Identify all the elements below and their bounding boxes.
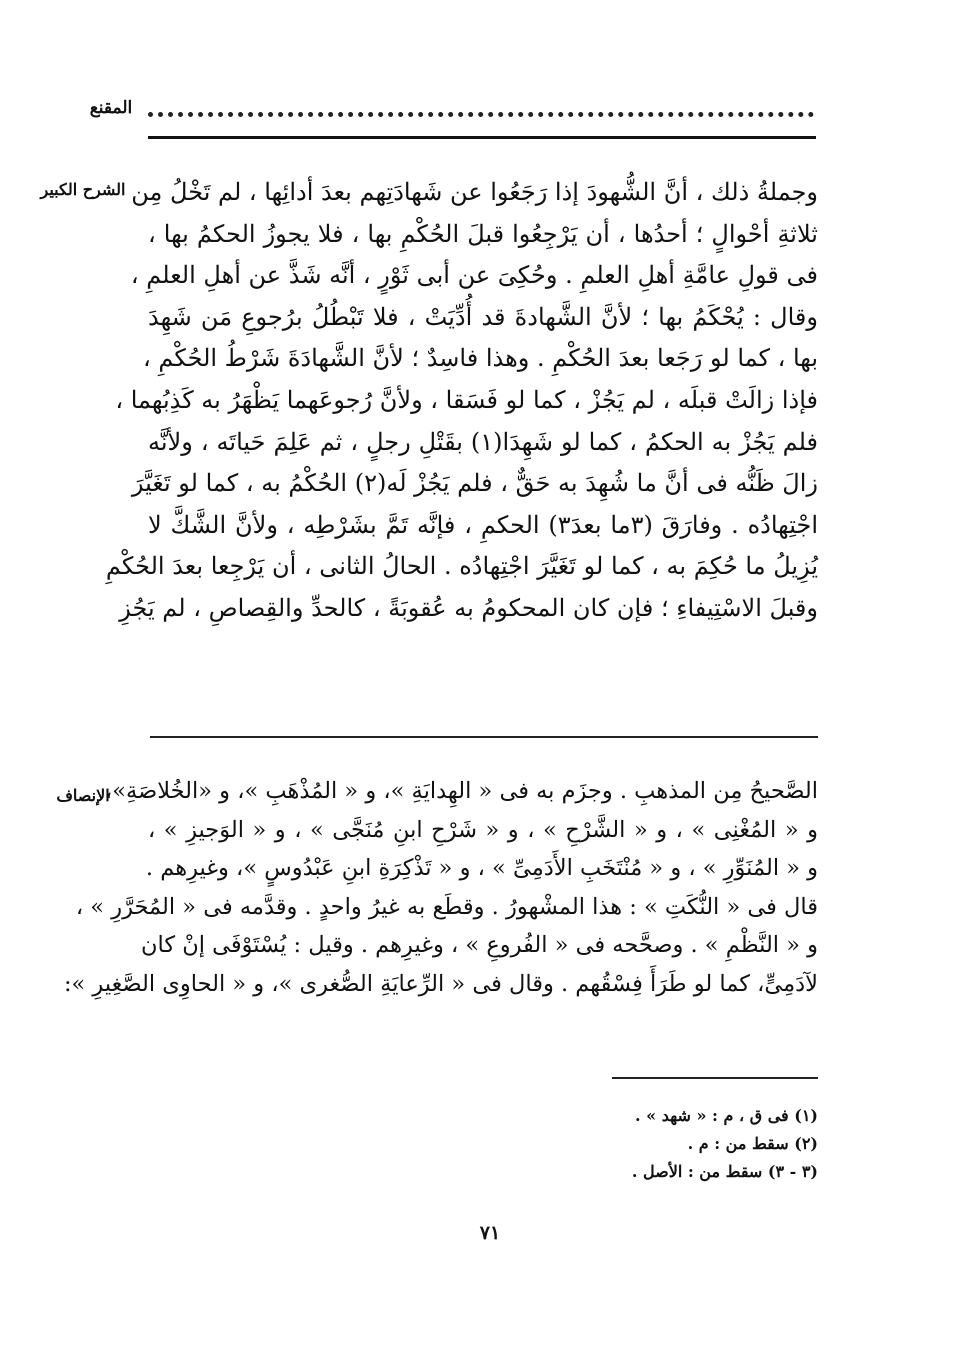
sharh-line: وجملةُ ذلك ، أنَّ الشُّهودَ إذا رَجَعُوا عن شَهادَتِهم بعدَ أدائِها ، لم تَخْلُ مِن — [131, 178, 818, 206]
sharh-line: فإذا زالَتْ قبلَه ، لم يَجُزْ ، كما لو فَسَقا ، ولأنَّ رُجوعَهما يَظْهَرُ به كَذِبُهما ، — [115, 385, 818, 414]
insaf-line: و « المُنَوِّرِ » ، و « مُنْتَخَبِ الأَدَمِىِّ » ، و « تَذْكِرَةِ ابنِ عَبْدُوسٍ »، وغيرِهم . — [145, 855, 818, 881]
footnote-item: (١) فى ق ، م : « شهد » . — [635, 1106, 818, 1125]
sharh-line: يُزِيلُ ما حُكِمَ به ، كما لو تَغَيَّرَ اجْتِهادُه . الحالُ الثانى ، أن يَرْجِعا بعدَ الحُكْمِ — [105, 552, 818, 581]
section-divider — [150, 736, 818, 738]
footnote-item: (٢) سقط من : م . — [687, 1134, 818, 1153]
page-number: ٧١ — [479, 1222, 501, 1244]
sharh-line: بها ، كما لو رَجَعا بعدَ الحُكْمِ . وهذا فاسِدٌ ؛ لأنَّ الشَّهادَةَ شَرْطُ الحُكْمِ ، — [142, 344, 818, 373]
insaf-line: الصَّحيحُ مِن المذهبِ . وجزَم به فى « الهِدايَةِ »، و « المُذْهَبِ »، و «الخُلاصَةِ»، — [105, 778, 818, 804]
sharh-line: وقال : يُحْكَمُ بها ؛ لأنَّ الشَّهادةَ قد أُدِّيَتْ ، فلا تَبْطُلُ برُجوعِ مَن شَهِدَ — [148, 302, 818, 331]
insaf-line: و « النَّظْمِ » . وصحَّحه فى « الفُروعِ » ، وغيرِهم . وقيل : يُسْتَوْفَى إنْ كان — [140, 932, 818, 958]
sharh-line: اجْتِهادُه . وفارَقَ (٣ما بعدَ٣) الحكمِ ، فإنَّه تَمَّ بشَرْطِه ، ولأنَّ الشَّكَّ لا — [148, 510, 818, 539]
sharh-section-label: الشرح الكبير — [40, 180, 126, 199]
insaf-line: قال فى « النُّكَتِ » : هذا المشْهورُ . وقطَع به غيرُ واحدٍ . وقدَّمه فى « المُحَرَّرِ » ، — [75, 893, 818, 920]
insaf-line: لآدَمِىٍّ، كما لو طَرَأَ فِسْقُهم . وقال فى « الرِّعايَةِ الصُّغرى »، و « الحاوِى الصَّغِيرِ »: — [63, 970, 818, 997]
sharh-line: فى قولِ عامَّةِ أهلِ العلمِ . وحُكِىَ عن أبى ثَوْرٍ ، أنَّه شَذَّ عن أهلِ العلمِ ، — [130, 261, 818, 290]
insaf-line: و « المُغْنِى » ، و « الشَّرْحِ » ، و « شَرْحِ ابنِ مُنَجَّى » ، و « الوَجيزِ » ، — [148, 816, 818, 843]
footnote-divider — [612, 1077, 818, 1079]
sharh-line: ثلاثةِ أحْوالٍ ؛ أحدُها ، أن يَرْجِعُوا قبلَ الحُكْمِ بها ، فلا يجوزُ الحكمُ بها ، — [148, 219, 818, 248]
sharh-line: فلم يَجُزْ به الحكمُ ، كما لو شَهِدَا(١) بقَتْلِ رجلٍ ، ثم عَلِمَ حَياتَه ، ولأنَّه — [148, 427, 818, 456]
header-dotted-line — [148, 100, 814, 117]
sharh-line: وقبلَ الاسْتِيفاءِ ؛ فإن كان المحكومُ به عُقوبَةً ، كالحدِّ والقِصاصِ ، لم يَجُزِ — [119, 593, 818, 622]
insaf-section-label: الإنصاف — [56, 786, 110, 805]
book-title: المقنع — [89, 98, 133, 118]
footnotes — [420, 1102, 818, 1186]
sharh-text-block — [105, 172, 818, 630]
header-rule — [148, 136, 816, 139]
footnote-item: (٣ - ٣) سقط من : الأصل . — [631, 1162, 818, 1181]
sharh-line: زالَ ظَنُّه فى أنَّ ما شُهِدَ به حَقٌّ ، فلم يَجُزْ لَه(٢) الحُكْمُ به ، كما لو تَغَيَّرَ — [131, 469, 818, 498]
